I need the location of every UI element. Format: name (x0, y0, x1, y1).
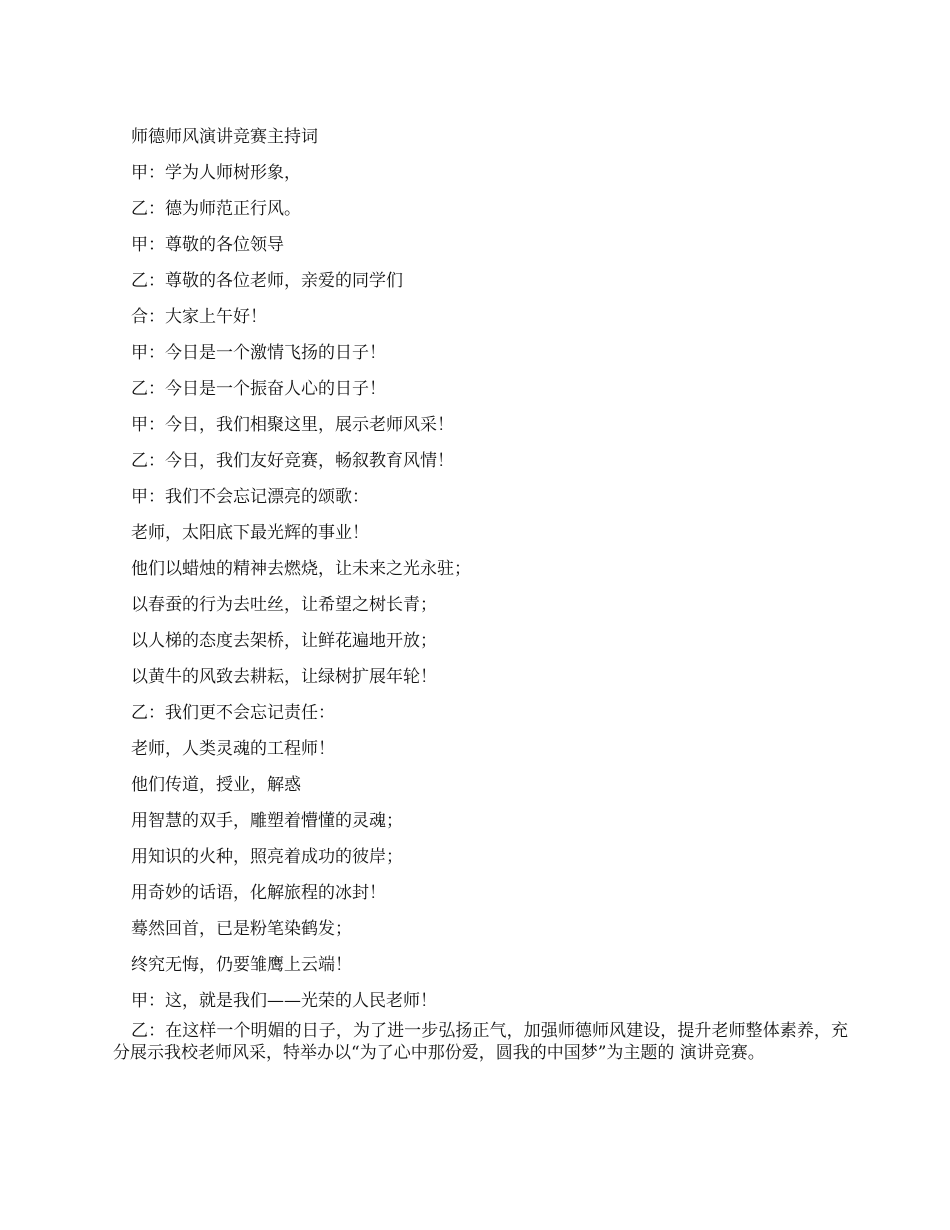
script-line: 乙：尊敬的各位老师，亲爱的同学们 (131, 271, 403, 291)
script-line: 以黄牛的风致去耕耘，让绿树扩展年轮！ (131, 667, 437, 687)
script-line: 终究无悔，仍要雏鹰上云端！ (131, 955, 352, 975)
script-line: 以人梯的态度去架桥，让鲜花遍地开放； (131, 631, 437, 651)
script-line: 用知识的火种，照亮着成功的彼岸； (131, 847, 403, 867)
script-line: 用智慧的双手，雕塑着懵懂的灵魂； (131, 811, 403, 831)
script-line: 他们以蜡烛的精神去燃烧，让未来之光永驻； (131, 559, 471, 579)
script-line: 用奇妙的话语，化解旅程的冰封！ (131, 883, 386, 903)
script-line: 合：大家上午好！ (131, 307, 267, 327)
script-line: 他们传道，授业，解惑 (131, 775, 301, 795)
script-line: 甲：今日是一个激情飞扬的日子！ (131, 343, 386, 363)
closing-paragraph: 乙：在这样一个明媚的日子，为了进一步弘扬正气，加强师德师风建设，提升老师整体素养，充分展示我校老师风采，特举办以“为了心中那份爱，圆我的中国梦”为主题的 演讲竞赛。 (113, 1021, 848, 1063)
script-line: 老师，太阳底下最光辉的事业！ (131, 523, 369, 543)
script-line: 蓦然回首，已是粉笔染鹤发； (131, 919, 352, 939)
script-line: 甲：尊敬的各位领导 (131, 235, 284, 255)
script-line: 甲：学为人师树形象， (131, 163, 301, 183)
script-line: 以春蚕的行为去吐丝，让希望之树长青； (131, 595, 437, 615)
script-line: 甲：这，就是我们——光荣的人民老师！ (131, 991, 437, 1011)
script-line: 乙：今日，我们友好竞赛，畅叙教育风情！ (131, 451, 454, 471)
document-title: 师德师风演讲竞赛主持词 (131, 127, 318, 147)
script-line: 乙：德为师范正行风。 (131, 199, 301, 219)
script-line: 乙：今日是一个振奋人心的日子！ (131, 379, 386, 399)
script-line: 甲：今日，我们相聚这里，展示老师风采！ (131, 415, 454, 435)
script-line: 甲：我们不会忘记漂亮的颂歌： (131, 487, 369, 507)
script-line: 老师，人类灵魂的工程师！ (131, 739, 335, 759)
script-lines (131, 124, 851, 1024)
script-line: 乙：我们更不会忘记责任： (131, 703, 335, 723)
